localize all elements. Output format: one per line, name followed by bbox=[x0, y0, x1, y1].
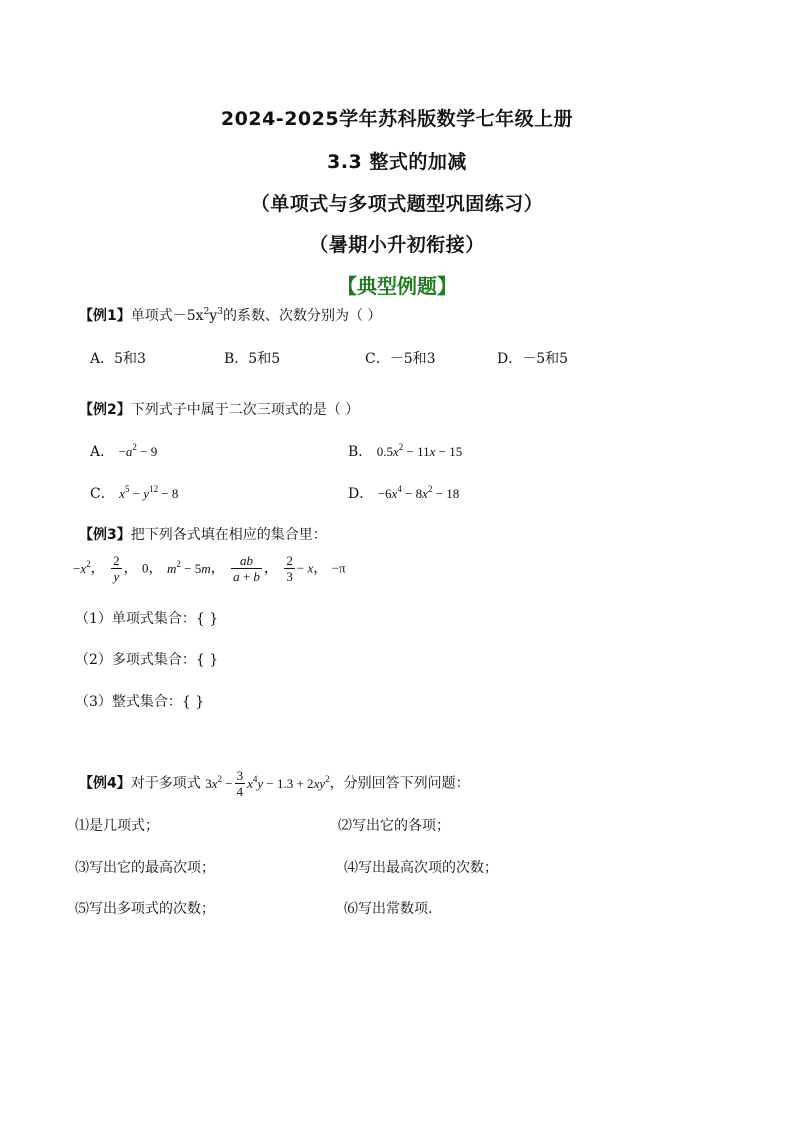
example-2-option-b: B． $0.5x^2 - 11x - 15$ bbox=[348, 442, 463, 460]
expr-ab-over-a-plus-b: $\frac{ab}{a + b}$ bbox=[233, 553, 260, 584]
expr-zero: 0 bbox=[142, 560, 149, 576]
example-3-label: 【例3】 bbox=[79, 527, 131, 543]
example-3-question: 【例3】把下列各式填在相应的集合里： bbox=[79, 527, 327, 543]
question-3: ⑶写出它的最高次项； bbox=[75, 860, 215, 876]
expr-2-over-y: $\frac{2}{y}$ bbox=[113, 553, 120, 584]
set-monomials: （1）单项式集合：{ } bbox=[75, 611, 219, 627]
expr-neg-pi: −π bbox=[331, 560, 346, 576]
example-2-label: 【例2】 bbox=[79, 402, 131, 418]
example-1-option-c: C．－5和3 bbox=[365, 351, 436, 367]
set-polynomials: （2）多项式集合：{ } bbox=[75, 652, 219, 668]
section-heading: 【典型例题】 bbox=[337, 274, 457, 298]
question-4: ⑷写出最高次项的次数； bbox=[344, 860, 498, 876]
example-2-question: 【例2】下列式子中属于二次三项式的是（ ） bbox=[79, 402, 360, 418]
example-2-option-a: A． $-a^2 - 9$ bbox=[90, 442, 158, 460]
lesson-note: （暑期小升初衔接） bbox=[309, 234, 485, 256]
question-1: ⑴是几项式； bbox=[75, 818, 159, 834]
lesson-title: 3.3 整式的加减 bbox=[327, 151, 467, 173]
example-1-question: 【例1】单项式$-5x^2y^3$的系数、次数分别为（ ） bbox=[79, 307, 382, 324]
example-2-option-d: D． $-6x^4 - 8x^2 - 18$ bbox=[348, 484, 460, 502]
example-4-question: 【例4】对于多项式 $3x^2$ − $\frac{3}{4}$ $x^4y - 1.3 + 2xy^2$，分别回答下列问题： bbox=[79, 768, 470, 799]
option-b-expression: $0.5x^2 - 11x - 15$ bbox=[376, 442, 463, 459]
document-title: 2024-2025学年苏科版数学七年级上册 bbox=[220, 108, 574, 130]
example-1-option-b: B．5和5 bbox=[224, 351, 281, 367]
expr-m-squared-minus-5m: $m^2 - 5m$ bbox=[166, 558, 211, 576]
example-1-option-a: A．5和3 bbox=[90, 351, 146, 367]
example-1-label: 【例1】 bbox=[79, 308, 131, 324]
question-5: ⑸写出多项式的次数； bbox=[75, 901, 215, 917]
option-d-expression: $-6x^4 - 8x^2 - 18$ bbox=[377, 484, 460, 501]
option-c-expression: $x^5 - y^{12} - 8$ bbox=[119, 484, 179, 501]
example-4-polynomial: $3x^2$ − bbox=[205, 773, 233, 791]
lesson-subtitle: （单项式与多项式题型巩固练习） bbox=[250, 193, 544, 215]
example-3-expression-list: $-x^2$， $\frac{2}{y}$ ， 0， $m^2 - 5m$， $\frac{ab}{a + b}$ ， $\frac{2}{3}$ − x， −π bbox=[73, 553, 346, 584]
example-4-label: 【例4】 bbox=[79, 775, 131, 792]
expr-two-thirds: $\frac{2}{3}$ bbox=[286, 553, 293, 584]
expr-neg-x-squared: $-x^2$ bbox=[73, 558, 91, 576]
question-2: ⑵写出它的各项； bbox=[338, 818, 450, 834]
question-6: ⑹写出常数项. bbox=[344, 901, 433, 917]
option-a-expression: $-a^2 - 9$ bbox=[118, 442, 158, 459]
example-2-option-c: C． $x^5 - y^{12} - 8$ bbox=[90, 484, 179, 502]
set-integral-expressions: （3）整式集合：{ } bbox=[75, 694, 205, 710]
example-1-option-d: D．－5和5 bbox=[497, 351, 569, 367]
